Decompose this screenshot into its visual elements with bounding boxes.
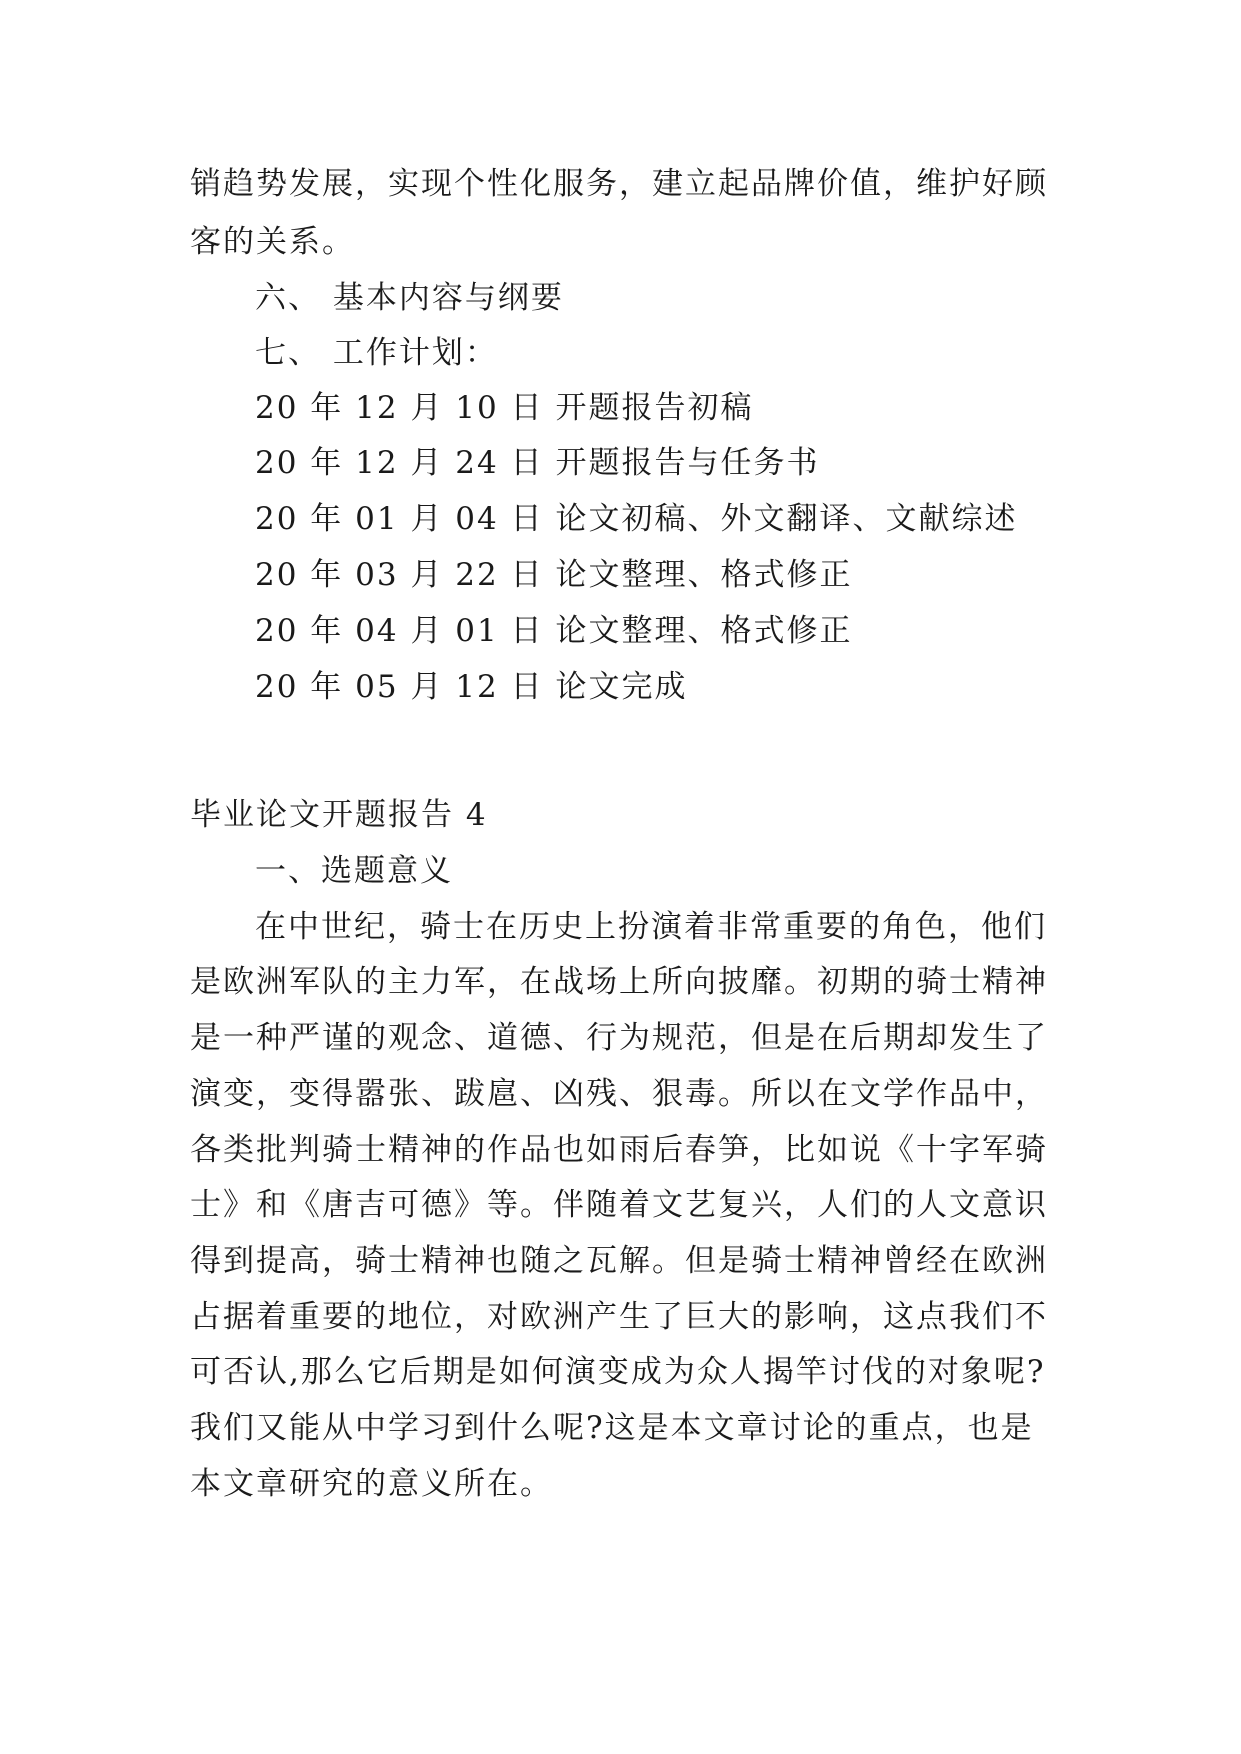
body-line: 在中世纪，骑士在历史上扮演着非常重要的角色，他们 [255,909,1047,945]
body-line: 我们又能从中学习到什么呢?这是本文章讨论的重点，也是 [190,1410,1034,1446]
body-line: 本文章研究的意义所在。 [190,1466,553,1502]
subsection-heading: 一、选题意义 [255,853,453,889]
schedule-item: 20 年 12 月 10 日 开题报告初稿 [255,390,754,426]
paragraph-line: 销趋势发展，实现个性化服务，建立起品牌价值，维护好顾 [190,166,1048,202]
body-line: 演变，变得嚣张、跋扈、凶残、狠毒。所以在文学作品中， [190,1076,1048,1112]
schedule-item: 20 年 05 月 12 日 论文完成 [255,669,688,705]
body-line: 可否认,那么它后期是如何演变成为众人揭竿讨伐的对象呢? [190,1354,1046,1390]
schedule-item: 20 年 04 月 01 日 论文整理、格式修正 [255,613,853,649]
body-line: 是欧洲军队的主力军，在战场上所向披靡。初期的骑士精神 [190,964,1048,1000]
paragraph-line: 客的关系。 [190,224,355,260]
schedule-item: 20 年 01 月 04 日 论文初稿、外文翻译、文献综述 [255,501,1018,537]
body-line: 是一种严谨的观念、道德、行为规范，但是在后期却发生了 [190,1020,1048,1056]
body-line: 各类批判骑士精神的作品也如雨后春笋，比如说《十字军骑 [190,1132,1048,1168]
body-line: 士》和《唐吉可德》等。伴随着文艺复兴，人们的人文意识 [190,1187,1048,1223]
section-heading-6: 六、 基本内容与纲要 [255,280,564,316]
schedule-item: 20 年 12 月 24 日 开题报告与任务书 [255,445,820,481]
schedule-item: 20 年 03 月 22 日 论文整理、格式修正 [255,557,853,593]
body-line: 占据着重要的地位，对欧洲产生了巨大的影响，这点我们不 [190,1299,1048,1335]
section-heading-7: 七、 工作计划： [255,335,498,371]
body-line: 得到提高，骑士精神也随之瓦解。但是骑士精神曾经在欧洲 [190,1243,1048,1279]
report-title: 毕业论文开题报告 4 [190,797,488,833]
